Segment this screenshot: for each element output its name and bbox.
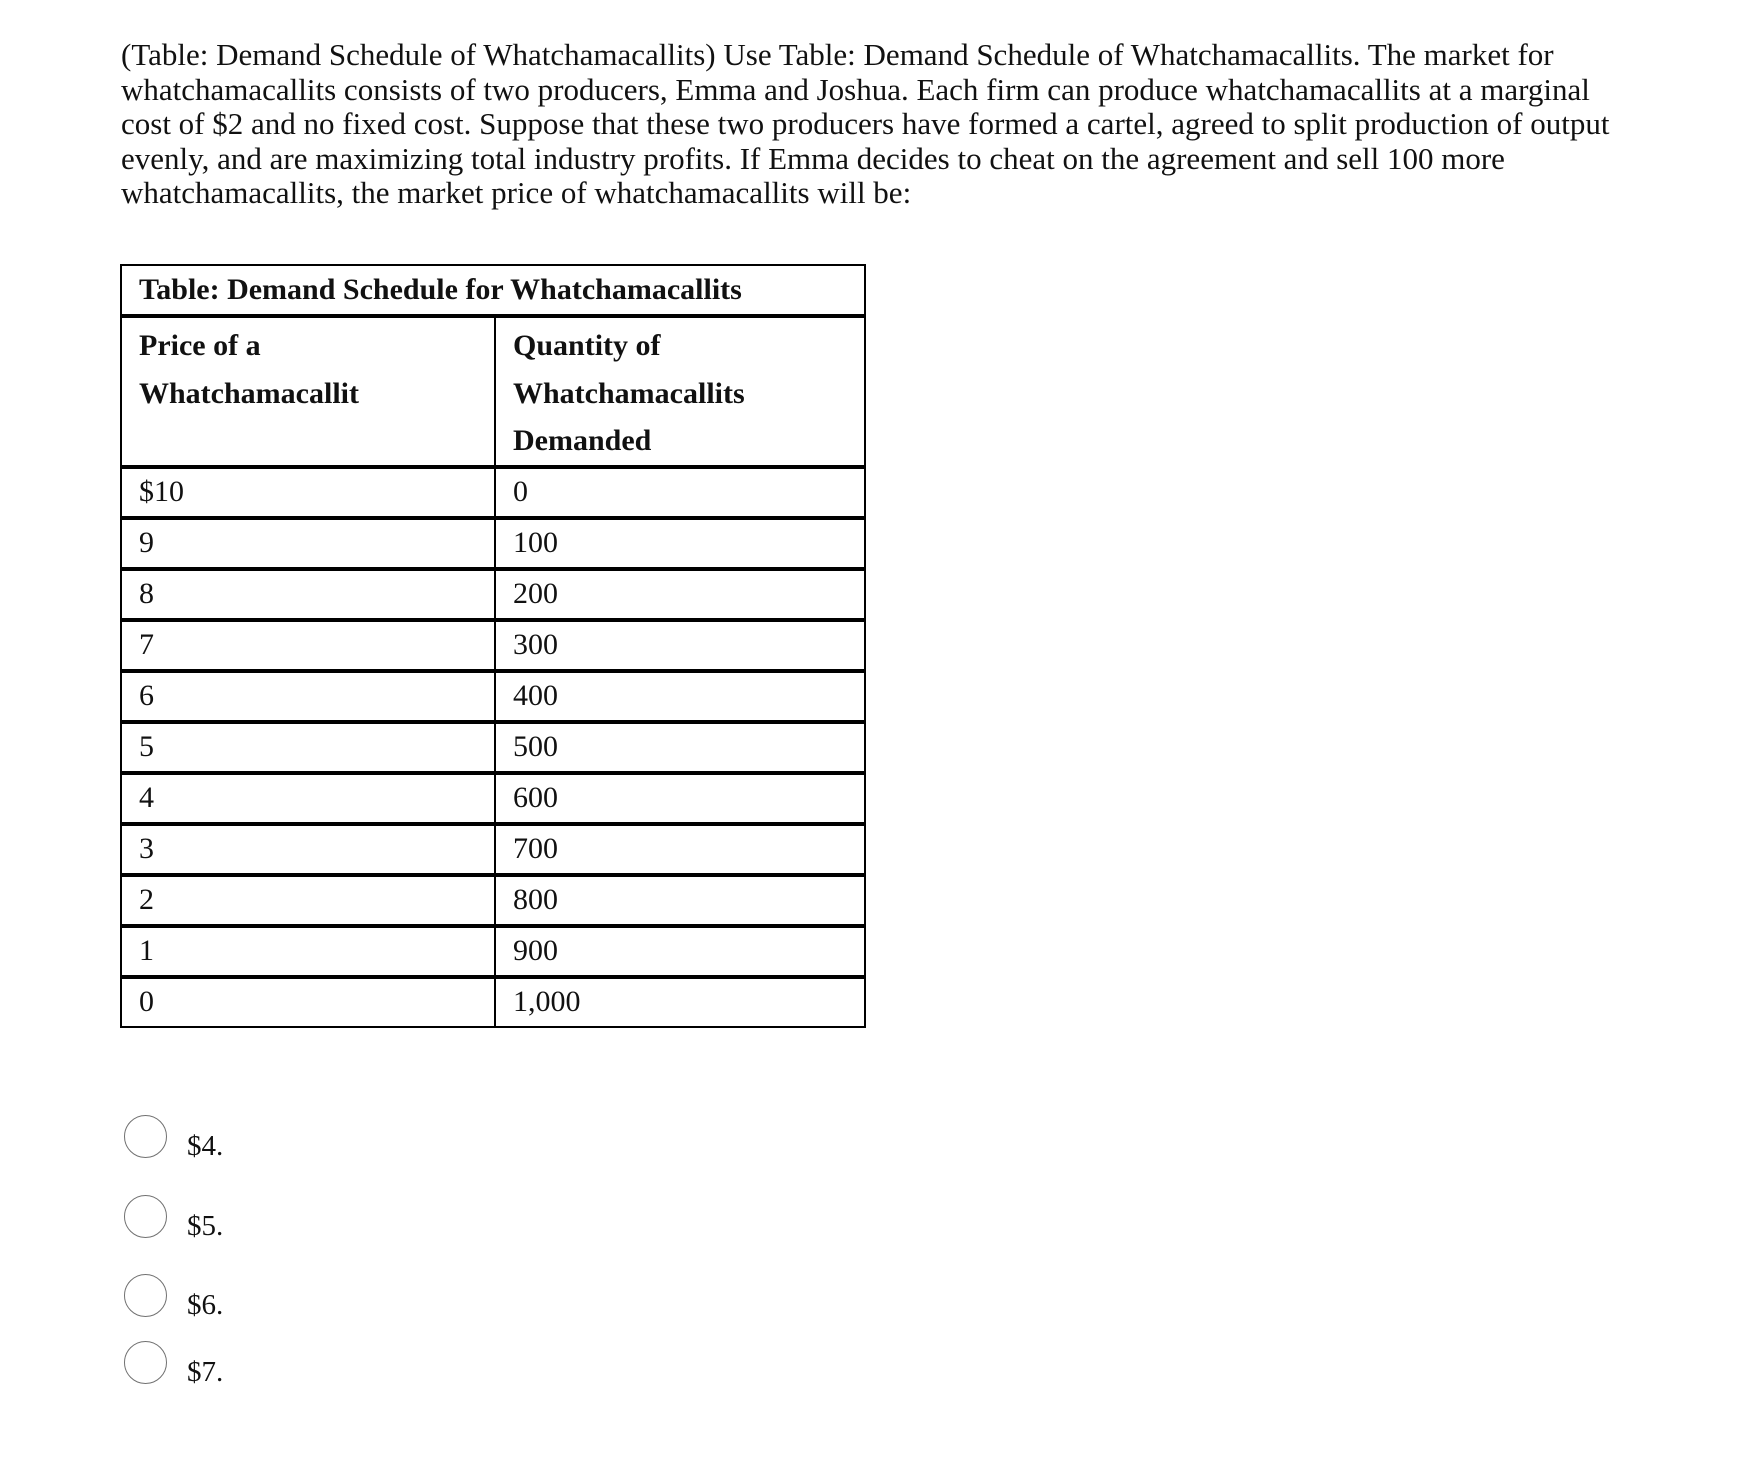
quantity-cell: 1,000	[495, 977, 865, 1027]
table-row	[121, 977, 865, 1027]
price-cell: 4	[121, 773, 495, 824]
radio-button-a[interactable]	[124, 1115, 167, 1158]
price-header-line: Price of a	[139, 329, 261, 362]
quantity-header-line: Whatchamacallits	[513, 376, 745, 410]
table-row	[121, 926, 865, 977]
price-cell: $10	[121, 467, 495, 518]
price-cell: 8	[121, 569, 495, 620]
price-cell: 9	[121, 518, 495, 569]
table-row	[121, 569, 865, 620]
price-cell: 2	[121, 875, 495, 926]
quantity-cell: 500	[495, 722, 865, 773]
quantity-cell: 600	[495, 773, 865, 824]
table-row	[121, 620, 865, 671]
answer-option-d[interactable]	[124, 1338, 223, 1386]
table-row	[121, 773, 865, 824]
answer-option-label: $7.	[187, 1355, 224, 1388]
answer-option-label: $4.	[187, 1129, 224, 1162]
price-cell: 1	[121, 926, 495, 977]
demand-schedule-table	[120, 264, 866, 1028]
quantity-column-header	[495, 316, 865, 467]
radio-button-d[interactable]	[124, 1341, 167, 1384]
answer-option-label: $5.	[187, 1209, 224, 1242]
price-cell: 6	[121, 671, 495, 722]
quantity-cell: 900	[495, 926, 865, 977]
table-row	[121, 875, 865, 926]
price-header-line: Whatchamacallit	[139, 376, 359, 410]
answer-option-label: $6.	[187, 1288, 224, 1321]
price-cell: 7	[121, 620, 495, 671]
table-header-row	[121, 316, 865, 467]
answer-option-c[interactable]	[124, 1271, 223, 1319]
answer-option-b[interactable]	[124, 1192, 223, 1240]
table-row	[121, 518, 865, 569]
table-row	[121, 467, 865, 518]
price-cell: 0	[121, 977, 495, 1027]
quantity-header-line: Quantity of	[513, 329, 661, 362]
radio-button-b[interactable]	[124, 1195, 167, 1238]
table-row	[121, 722, 865, 773]
table-caption: Table: Demand Schedule for Whatchamacallits	[121, 265, 865, 316]
table-row	[121, 824, 865, 875]
quantity-cell: 200	[495, 569, 865, 620]
quantity-cell: 400	[495, 671, 865, 722]
price-cell: 3	[121, 824, 495, 875]
price-cell: 5	[121, 722, 495, 773]
answer-option-a[interactable]	[124, 1112, 223, 1160]
table-row	[121, 671, 865, 722]
quantity-cell: 300	[495, 620, 865, 671]
quantity-cell: 700	[495, 824, 865, 875]
quantity-cell: 0	[495, 467, 865, 518]
quantity-cell: 100	[495, 518, 865, 569]
question-text: (Table: Demand Schedule of Whatchamacallits) Use Table: Demand Schedule of Whatchamacallits. The market for whatchamacallits consists of two producers, Emma and Joshua. Each firm can produce whatchamacallits at a marginal cost of $2 and no fixed cost. Suppose that these two producers have formed a cartel, agreed to split production of output evenly, and are maximizing total industry profits. If Emma decides to cheat on the agreement and sell 100 more whatchamacallits, the market price of whatchamacallits will be:	[121, 37, 1610, 210]
radio-button-c[interactable]	[124, 1274, 167, 1317]
quantity-cell: 800	[495, 875, 865, 926]
price-column-header	[121, 316, 495, 467]
table-caption-row	[121, 265, 865, 316]
quantity-header-line: Demanded	[513, 424, 652, 457]
